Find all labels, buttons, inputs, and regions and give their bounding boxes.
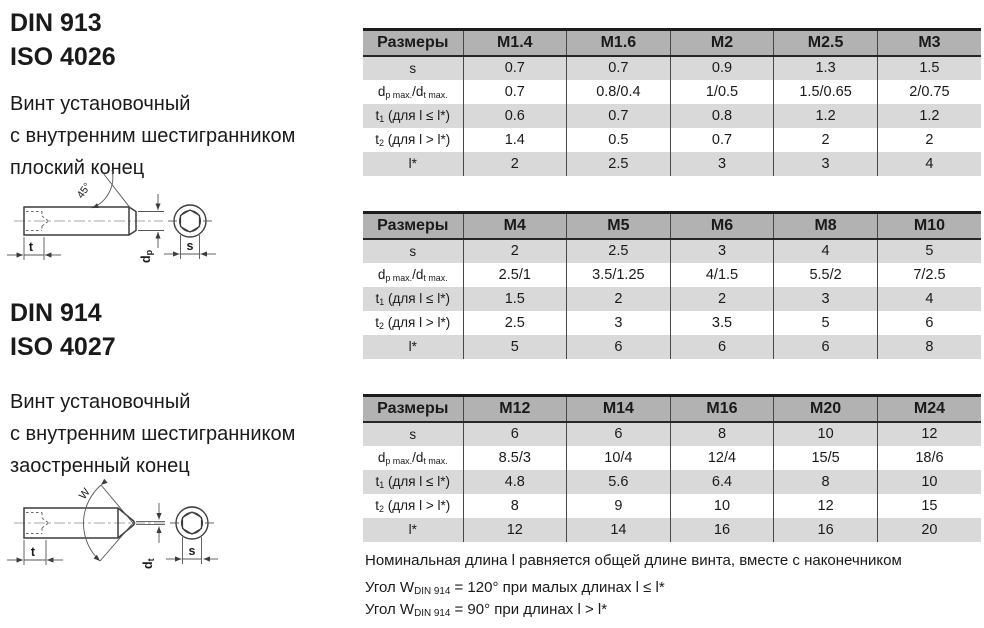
label-text: t bbox=[375, 291, 380, 306]
note-text: Номинальная длина l равняется общей длине винта, вместе с наконечником bbox=[365, 552, 902, 569]
standards-block-din914 bbox=[10, 296, 116, 364]
value-cell: 0.7 bbox=[567, 104, 671, 128]
row-label bbox=[363, 470, 463, 494]
value-cell: 0.7 bbox=[463, 80, 567, 104]
table-row bbox=[363, 422, 981, 446]
value-cell: 5 bbox=[877, 239, 981, 263]
size-header: M14 bbox=[567, 396, 671, 422]
table-row bbox=[363, 446, 981, 470]
label-text: d bbox=[377, 84, 386, 99]
value-cell: 10 bbox=[670, 494, 774, 518]
value-cell: 8 bbox=[670, 422, 774, 446]
note-angle-90 bbox=[365, 600, 607, 621]
label-text: (для l ≤ l*) bbox=[384, 108, 450, 123]
table-row bbox=[363, 518, 981, 542]
value-cell: 2 bbox=[463, 152, 567, 176]
dim-label-dt-sub: t bbox=[146, 558, 156, 562]
label-subscript: 2 bbox=[379, 504, 385, 515]
label-text: (для l ≤ l*) bbox=[384, 474, 450, 489]
label-subscript: t max. bbox=[423, 273, 448, 284]
dimensions-table-medium bbox=[363, 211, 981, 359]
value-cell: 1/0.5 bbox=[670, 80, 774, 104]
label-text: d bbox=[377, 267, 386, 282]
label-text: s bbox=[409, 426, 417, 442]
table-row bbox=[363, 80, 981, 104]
label-text: /d bbox=[412, 267, 424, 282]
standards-block-din913 bbox=[10, 6, 116, 74]
label-text: (для l > l*) bbox=[384, 132, 451, 147]
value-cell: 0.6 bbox=[463, 104, 567, 128]
table-row bbox=[363, 470, 981, 494]
dimension-t bbox=[7, 237, 61, 260]
row-label bbox=[363, 494, 463, 518]
chamfer-angle-label: 45° bbox=[74, 180, 94, 201]
row-label bbox=[363, 263, 463, 287]
label-text: l* bbox=[408, 339, 417, 354]
description-line: заостренный конец bbox=[10, 455, 190, 477]
dimensions-table-large bbox=[363, 394, 981, 542]
flat-point-screw-drawing bbox=[0, 163, 240, 295]
value-cell: 0.8 bbox=[670, 104, 774, 128]
note-subscript: DIN 914 bbox=[414, 586, 451, 598]
value-cell: 10/4 bbox=[567, 446, 671, 470]
value-cell: 1.3 bbox=[774, 56, 878, 80]
value-cell: 0.9 bbox=[670, 56, 774, 80]
value-cell: 8 bbox=[877, 335, 981, 359]
label-text: l* bbox=[408, 522, 417, 537]
value-cell: 2 bbox=[567, 287, 671, 311]
size-header: M20 bbox=[774, 396, 878, 422]
label-subscript: p max. bbox=[385, 456, 413, 467]
table-header-row bbox=[363, 213, 981, 239]
value-cell: 6 bbox=[670, 335, 774, 359]
label-subscript: 2 bbox=[379, 321, 385, 332]
row-label bbox=[363, 287, 463, 311]
value-cell: 0.8/0.4 bbox=[567, 80, 671, 104]
row-label bbox=[363, 152, 463, 176]
value-cell: 4/1.5 bbox=[670, 263, 774, 287]
value-cell: 4 bbox=[877, 152, 981, 176]
table-header-row bbox=[363, 30, 981, 56]
value-cell: 1.5 bbox=[877, 56, 981, 80]
table-row bbox=[363, 239, 981, 263]
value-cell: 2.5/1 bbox=[463, 263, 567, 287]
label-subscript: p max. bbox=[385, 90, 413, 101]
size-header: M2.5 bbox=[774, 30, 878, 56]
table-row bbox=[363, 335, 981, 359]
value-cell: 12 bbox=[774, 494, 878, 518]
end-view bbox=[168, 205, 212, 237]
value-cell: 1.2 bbox=[774, 104, 878, 128]
value-cell: 1.5 bbox=[463, 287, 567, 311]
label-text: t bbox=[375, 315, 380, 330]
table-row bbox=[363, 287, 981, 311]
label-subscript: 1 bbox=[379, 480, 385, 491]
cone-point-screw-drawing bbox=[0, 466, 240, 601]
value-cell: 12 bbox=[877, 422, 981, 446]
value-cell: 10 bbox=[877, 470, 981, 494]
label-subscript: p max. bbox=[385, 273, 413, 284]
row-label bbox=[363, 104, 463, 128]
row-label bbox=[363, 80, 463, 104]
note-nominal-length bbox=[365, 551, 902, 570]
value-cell: 5.5/2 bbox=[774, 263, 878, 287]
label-text: s bbox=[409, 60, 417, 76]
value-cell: 4.8 bbox=[463, 470, 567, 494]
row-label bbox=[363, 239, 463, 263]
label-text: t bbox=[375, 474, 380, 489]
value-cell: 1.2 bbox=[877, 104, 981, 128]
note-subscript: DIN 914 bbox=[414, 608, 451, 620]
sizes-column-header: Размеры bbox=[363, 213, 463, 239]
label-subscript: t max. bbox=[423, 456, 448, 467]
row-label bbox=[363, 518, 463, 542]
dim-label-dp-base: d bbox=[139, 255, 153, 263]
value-cell: 8 bbox=[463, 494, 567, 518]
label-subscript: 1 bbox=[379, 297, 385, 308]
value-cell: 2.5 bbox=[567, 152, 671, 176]
description-line: Винт установочный bbox=[10, 391, 191, 413]
value-cell: 3 bbox=[774, 152, 878, 176]
dim-label-dt bbox=[141, 558, 156, 569]
value-cell: 9 bbox=[567, 494, 671, 518]
value-cell: 5.6 bbox=[567, 470, 671, 494]
value-cell: 6.4 bbox=[670, 470, 774, 494]
value-cell: 3.5/1.25 bbox=[567, 263, 671, 287]
value-cell: 14 bbox=[567, 518, 671, 542]
standard-iso-4026: ISO 4026 bbox=[10, 43, 116, 71]
dim-label-dt-base: d bbox=[141, 561, 155, 569]
value-cell: 8.5/3 bbox=[463, 446, 567, 470]
size-header: M5 bbox=[567, 213, 671, 239]
table-row bbox=[363, 494, 981, 518]
value-cell: 0.5 bbox=[567, 128, 671, 152]
table-row bbox=[363, 128, 981, 152]
dim-label-dp bbox=[139, 249, 154, 263]
row-label bbox=[363, 422, 463, 446]
value-cell: 16 bbox=[774, 518, 878, 542]
value-cell: 6 bbox=[567, 422, 671, 446]
sizes-column-header: Размеры bbox=[363, 396, 463, 422]
value-cell: 0.7 bbox=[567, 56, 671, 80]
size-header: M2 bbox=[670, 30, 774, 56]
value-cell: 3 bbox=[670, 152, 774, 176]
size-header: M1.4 bbox=[463, 30, 567, 56]
value-cell: 3 bbox=[774, 287, 878, 311]
value-cell: 2 bbox=[774, 128, 878, 152]
row-label bbox=[363, 56, 463, 80]
label-subscript: 2 bbox=[379, 138, 385, 149]
value-cell: 0.7 bbox=[463, 56, 567, 80]
size-header: M24 bbox=[877, 396, 981, 422]
value-cell: 5 bbox=[774, 311, 878, 335]
size-header: M4 bbox=[463, 213, 567, 239]
value-cell: 6 bbox=[463, 422, 567, 446]
value-cell: 5 bbox=[463, 335, 567, 359]
value-cell: 2 bbox=[463, 239, 567, 263]
label-text: d bbox=[377, 450, 386, 465]
note-text: = 120° при малых длинах l ≤ l* bbox=[450, 579, 665, 596]
value-cell: 12 bbox=[463, 518, 567, 542]
table-row bbox=[363, 311, 981, 335]
description-line: с внутренним шестигранником bbox=[10, 423, 296, 445]
note-text: = 90° при длинах l > l* bbox=[450, 601, 608, 618]
value-cell: 12/4 bbox=[670, 446, 774, 470]
value-cell: 4 bbox=[774, 239, 878, 263]
chamfer-annotation bbox=[92, 170, 131, 209]
value-cell: 3 bbox=[567, 311, 671, 335]
value-cell: 6 bbox=[877, 311, 981, 335]
value-cell: 6 bbox=[567, 335, 671, 359]
standard-din-913: DIN 913 bbox=[10, 9, 102, 37]
label-text: /d bbox=[412, 84, 424, 99]
size-header: M6 bbox=[670, 213, 774, 239]
value-cell: 3 bbox=[670, 239, 774, 263]
dimensions-table-small bbox=[363, 28, 981, 176]
value-cell: 20 bbox=[877, 518, 981, 542]
label-text: (для l ≤ l*) bbox=[384, 291, 450, 306]
cone-angle-label: W bbox=[76, 486, 93, 502]
dim-label-t: t bbox=[30, 545, 36, 559]
row-label bbox=[363, 128, 463, 152]
value-cell: 10 bbox=[774, 422, 878, 446]
standard-din-914: DIN 914 bbox=[10, 299, 102, 327]
label-text: (для l > l*) bbox=[384, 315, 451, 330]
value-cell: 2 bbox=[670, 287, 774, 311]
value-cell: 7/2.5 bbox=[877, 263, 981, 287]
table-row bbox=[363, 152, 981, 176]
dim-label-s: s bbox=[186, 239, 194, 253]
value-cell: 2/0.75 bbox=[877, 80, 981, 104]
value-cell: 1.4 bbox=[463, 128, 567, 152]
dim-label-dp-sub: p bbox=[144, 249, 154, 256]
size-header: M16 bbox=[670, 396, 774, 422]
label-subscript: 1 bbox=[379, 114, 385, 125]
value-cell: 18/6 bbox=[877, 446, 981, 470]
end-view bbox=[170, 507, 214, 539]
value-cell: 8 bbox=[774, 470, 878, 494]
dim-label-t: t bbox=[28, 240, 34, 254]
size-header: M10 bbox=[877, 213, 981, 239]
note-text: Угол W bbox=[365, 579, 415, 596]
table-header-row bbox=[363, 396, 981, 422]
value-cell: 2 bbox=[877, 128, 981, 152]
value-cell: 16 bbox=[670, 518, 774, 542]
label-text: t bbox=[375, 108, 380, 123]
sizes-column-header: Размеры bbox=[363, 30, 463, 56]
value-cell: 1.5/0.65 bbox=[774, 80, 878, 104]
label-text: l* bbox=[408, 156, 417, 171]
size-header: M8 bbox=[774, 213, 878, 239]
dim-label-s: s bbox=[188, 544, 196, 558]
value-cell: 15/5 bbox=[774, 446, 878, 470]
label-text: /d bbox=[412, 450, 424, 465]
size-header: M3 bbox=[877, 30, 981, 56]
table-row bbox=[363, 56, 981, 80]
size-header: M1.6 bbox=[567, 30, 671, 56]
label-text: t bbox=[375, 132, 380, 147]
description-line: с внутренним шестигранником bbox=[10, 125, 296, 147]
description-line: плоский конец bbox=[10, 157, 145, 179]
value-cell: 2.5 bbox=[567, 239, 671, 263]
value-cell: 3.5 bbox=[670, 311, 774, 335]
label-text: t bbox=[375, 498, 380, 513]
standard-iso-4027: ISO 4027 bbox=[10, 333, 116, 361]
value-cell: 6 bbox=[774, 335, 878, 359]
row-label bbox=[363, 335, 463, 359]
table-row bbox=[363, 263, 981, 287]
note-text: Угол W bbox=[365, 601, 415, 618]
label-text: s bbox=[409, 243, 417, 259]
note-angle-120 bbox=[365, 578, 665, 599]
value-cell: 0.7 bbox=[670, 128, 774, 152]
description-line: Винт установочный bbox=[10, 93, 191, 115]
row-label bbox=[363, 446, 463, 470]
table-row bbox=[363, 104, 981, 128]
label-subscript: t max. bbox=[423, 90, 448, 101]
value-cell: 4 bbox=[877, 287, 981, 311]
label-text: (для l > l*) bbox=[384, 498, 451, 513]
size-header: M12 bbox=[463, 396, 567, 422]
value-cell: 2.5 bbox=[463, 311, 567, 335]
row-label bbox=[363, 311, 463, 335]
value-cell: 15 bbox=[877, 494, 981, 518]
